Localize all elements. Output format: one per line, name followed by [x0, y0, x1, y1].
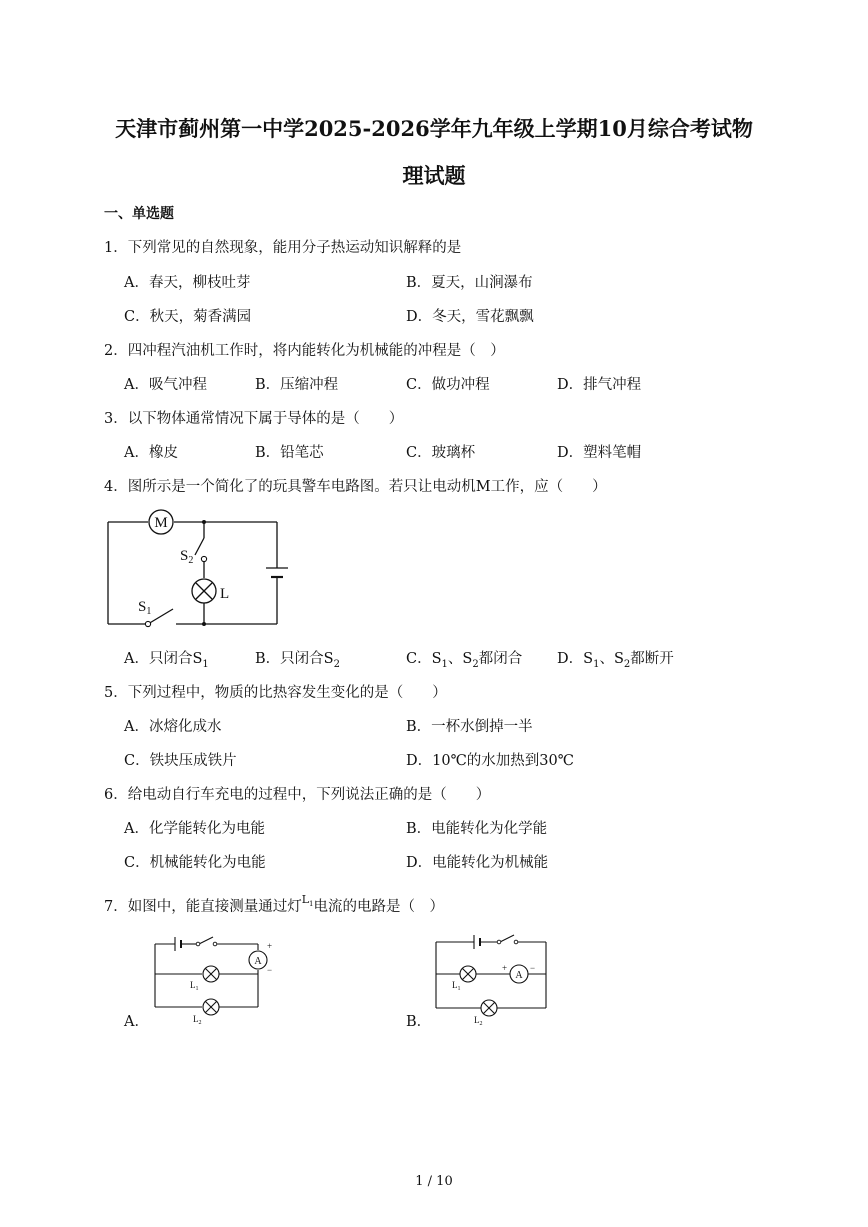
question-7-circuit-b	[428, 928, 558, 1028]
question-1-option-d: D．冬天，雪花飘飘	[406, 309, 534, 325]
q4-junction-bottom	[202, 622, 206, 626]
question-6-option-c: C．机械能转化为电能	[124, 855, 266, 871]
question-5-option-d: D．10℃的水加热到30℃	[406, 753, 574, 769]
question-2-option-d: D．排气冲程	[557, 377, 642, 393]
q7a-ammeter-label: A	[254, 956, 262, 967]
q7b-l1-label: $L_1$	[452, 980, 461, 992]
question-3-option-d: D．塑料笔帽	[557, 445, 642, 461]
question-1-option-c: C．秋天，菊香满园	[124, 309, 252, 325]
question-3-stem: 3．以下物体通常情况下属于导体的是（ ）	[104, 411, 404, 427]
question-4-option-a: A．只闭合$S_1$	[124, 651, 209, 670]
question-2-option-c: C．做功冲程	[406, 377, 490, 393]
question-7-option-b: B．	[406, 1014, 432, 1030]
question-2-stem: 2．四冲程汽油机工作时，将内能转化为机械能的冲程是（ ）	[104, 343, 505, 359]
question-2-option-a: A．吸气冲程	[124, 377, 207, 393]
q4-motor-label: M	[154, 515, 168, 531]
q7b-ammeter-minus: −	[530, 963, 536, 973]
q7b-l2-label: $L_2$	[474, 1015, 483, 1027]
q7b-switch-blade	[500, 935, 514, 942]
question-7-option-a: A．	[124, 1014, 149, 1030]
question-6-option-d: D．电能转化为机械能	[406, 855, 549, 871]
question-7-stem: 7．如图中，能直接测量通过灯$^{L_1}$电流的电路是（ ）	[104, 893, 445, 915]
question-4-option-c: C．$S_1$、$S_2$都闭合	[406, 651, 523, 670]
question-5-option-a: A．冰熔化成水	[124, 719, 222, 735]
q4-s2-label: $S_2$	[180, 548, 194, 566]
question-6-stem: 6．给电动自行车充电的过程中，下列说法正确的是（ ）	[104, 787, 491, 803]
question-3-option-a: A．橡皮	[124, 445, 178, 461]
question-6-option-b: B．电能转化为化学能	[406, 821, 548, 837]
question-1-option-b: B．夏天，山涧瀑布	[406, 275, 533, 291]
q7a-ammeter-plus: +	[267, 941, 273, 951]
question-5-option-b: B．一杯水倒掉一半	[406, 719, 533, 735]
question-2-option-b: B．压缩冲程	[255, 377, 339, 393]
q4-switch-s1-blade	[148, 609, 173, 624]
q7b-ammeter-plus: +	[502, 963, 508, 973]
q4-switch-s1-contact	[145, 621, 150, 626]
title-line-2: 理试题	[402, 163, 466, 188]
q7a-ammeter-minus: −	[267, 965, 273, 975]
question-7-circuit-a	[145, 933, 280, 1033]
q7a-l2-label: $L_2$	[193, 1014, 202, 1026]
q4-switch-s2-contact	[201, 556, 206, 561]
question-7-lamp-symbol: L1	[301, 893, 314, 909]
question-5-stem: 5．下列过程中，物质的比热容发生变化的是（ ）	[104, 685, 447, 701]
section-title: 一、单选题	[104, 206, 174, 222]
question-6-option-a: A．化学能转化为电能	[124, 821, 265, 837]
question-4-circuit-figure	[100, 505, 300, 637]
question-1-option-a: A．春天，柳枝吐芽	[124, 275, 251, 291]
q7a-l1-label: $L_1$	[190, 980, 199, 992]
q4-switch-s2-blade	[195, 538, 204, 555]
question-4-stem: 4．图所示是一个简化了的玩具警车电路图。若只让电动机M工作，应（ ）	[104, 479, 607, 495]
title-line-1: 天津市蓟州第一中学2025-2026学年九年级上学期10月综合考试物	[115, 116, 753, 141]
question-3-option-b: B．铅笔芯	[255, 445, 324, 461]
q7b-ammeter-label: A	[515, 970, 523, 981]
q4-lamp-label: L	[220, 586, 230, 602]
q4-junction-top	[202, 520, 206, 524]
question-4-option-d: D．$S_1$、$S_2$都断开	[557, 651, 674, 670]
question-5-option-c: C．铁块压成铁片	[124, 753, 237, 769]
question-1-stem: 1．下列常见的自然现象，能用分子热运动知识解释的是	[104, 240, 462, 256]
question-4-option-b: B．只闭合$S_2$	[255, 651, 340, 670]
page-number: 1 / 10	[415, 1174, 453, 1189]
question-3-option-c: C．玻璃杯	[406, 445, 476, 461]
q7a-switch-blade	[199, 937, 213, 944]
q4-s1-label: $S_1$	[138, 599, 152, 617]
